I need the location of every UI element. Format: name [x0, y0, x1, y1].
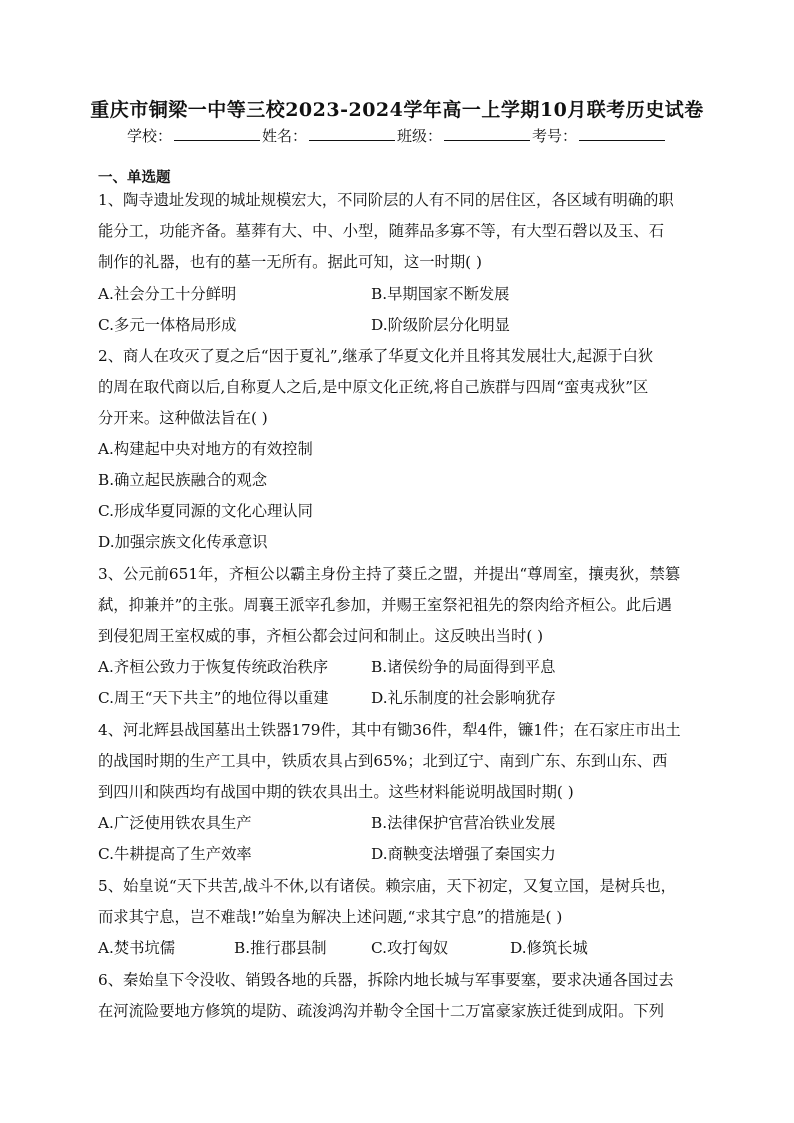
q1-stem-line2: 能分工，功能齐备。墓葬有大、中、小型，随葬品多寡不等，有大型石磬以及玉、石	[98, 222, 664, 240]
q2-option-d: D.加强宗族文化传承意识	[98, 533, 268, 551]
q2-stem-line1: 2、商人在攻灭了夏之后“因于夏礼”,继承了华夏文化并且将其发展壮大,起源于白狄	[98, 347, 654, 365]
class-blank[interactable]	[444, 126, 530, 141]
school-blank[interactable]	[174, 126, 260, 141]
q1-stem-line1: 1、陶寺遗址发现的城址规模宏大，不同阶层的人有不同的居住区，各区域有明确的职	[98, 191, 674, 209]
number-label: 考号：	[532, 127, 578, 145]
q4-option-d: D.商鞅变法增强了秦国实力	[371, 845, 556, 863]
q5-option-c: C.攻打匈奴	[371, 939, 449, 957]
q5-stem-line2: 而求其宁息，岂不难哉!”始皇为解决上述问题,“求其宁息”的措施是( )	[98, 908, 563, 926]
q2-stem-line3: 分开来。这种做法旨在( )	[98, 409, 268, 427]
q2-stem-line2: 的周在取代商以后,自称夏人之后,是中原文化正统,将自己族群与四周“蛮夷戎狄”区	[98, 378, 649, 396]
q1-option-c: C.多元一体格局形成	[98, 316, 237, 334]
section-title: 一、单选题	[98, 169, 171, 186]
q3-option-d: D.礼乐制度的社会影响犹存	[371, 689, 556, 707]
q3-stem-line2: 弑，抑兼并”的主张。周襄王派宰孔参加，并赐王室祭祀祖先的祭肉给齐桓公。此后遇	[98, 596, 672, 614]
q5-option-d: D.修筑长城	[510, 939, 588, 957]
q4-option-b: B.法律保护官营冶铁业发展	[371, 814, 556, 832]
q3-option-b: B.诸侯纷争的局面得到平息	[371, 658, 556, 676]
q2-option-a: A.构建起中央对地方的有效控制	[98, 440, 313, 458]
q4-stem-line2: 的战国时期的生产工具中，铁质农具占到65%；北到辽宁、南到广东、东到山东、西	[98, 752, 668, 770]
q1-option-a: A.社会分工十分鲜明	[98, 285, 237, 303]
q2-option-b: B.确立起民族融合的观念	[98, 471, 268, 489]
q1-stem-line3: 制作的礼器，也有的墓一无所有。据此可知，这一时期( )	[98, 253, 482, 271]
q4-option-a: A.广泛使用铁农具生产	[98, 814, 252, 832]
q6-stem-line1: 6、秦始皇下令没收、销毁各地的兵器，拆除内地长城与军事要塞，要求决通各国过去	[98, 971, 674, 989]
q5-stem-line1: 5、始皇说“天下共苦,战斗不休,以有诸侯。赖宗庙，天下初定，又复立国，是树兵也，	[98, 877, 676, 895]
name-label: 姓名：	[261, 127, 307, 145]
q5-option-a: A.焚书坑儒	[98, 939, 176, 957]
q6-stem-line2: 在河流险要地方修筑的堤防、疏浚鸿沟并勒令全国十二万富豪家族迁徙到成阳。下列	[98, 1002, 664, 1020]
q3-option-c: C.周王“天下共主”的地位得以重建	[98, 689, 329, 707]
q1-option-d: D.阶级阶层分化明显	[371, 316, 510, 334]
q3-stem-line1: 3、公元前651年，齐桓公以霸主身份主持了葵丘之盟，并提出“尊周室，攘夷狄，禁篡	[98, 565, 681, 583]
q5-option-b: B.推行郡县制	[234, 939, 327, 957]
q2-option-c: C.形成华夏同源的文化心理认同	[98, 502, 313, 520]
q4-stem-line3: 到四川和陕西均有战国中期的铁农具出土。这些材料能说明战国时期( )	[98, 783, 574, 801]
q3-option-a: A.齐桓公致力于恢复传统政治秩序	[98, 658, 329, 676]
q1-option-b: B.早期国家不断发展	[371, 285, 510, 303]
name-blank[interactable]	[309, 126, 395, 141]
class-label: 班级：	[397, 127, 443, 145]
q3-stem-line3: 到侵犯周王室权威的事，齐桓公都会过问和制止。这反映出当时( )	[98, 627, 544, 645]
student-info-row	[0, 125, 794, 146]
number-blank[interactable]	[579, 126, 665, 141]
school-label: 学校：	[126, 127, 172, 145]
exam-title: 重庆市铜梁一中等三校2023-2024学年高一上学期10月联考历史试卷	[90, 99, 704, 121]
q4-stem-line1: 4、河北辉县战国墓出土铁器179件，其中有锄36件，犁4件，镰1件；在石家庄市出土	[98, 721, 681, 739]
q4-option-c: C.牛耕提高了生产效率	[98, 845, 252, 863]
